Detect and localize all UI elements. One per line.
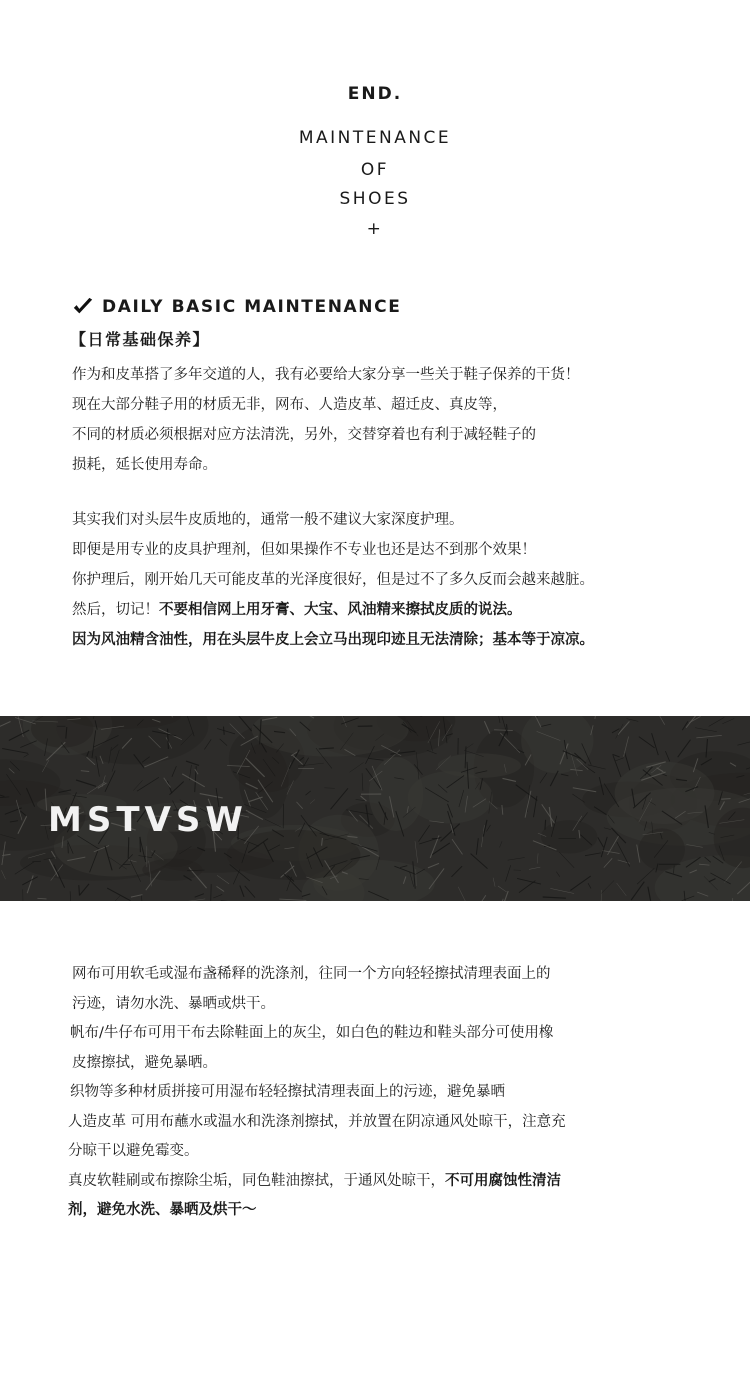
advice-line: 你护理后，刚开始几天可能皮革的光泽度很好，但是过不了多久反而会越来越脏。 — [72, 572, 594, 588]
leather-banner — [0, 716, 750, 901]
brand-logo: MSTVSW — [48, 800, 248, 840]
care-line-mixed — [68, 1167, 566, 1197]
section-title: DAILY BASIC MAINTENANCE — [102, 297, 402, 317]
subtitle-of: OF — [360, 160, 390, 180]
intro-line: 作为和皮革搭了多年交道的人，我有必要给大家分享一些关于鞋子保养的干货！ — [72, 367, 580, 383]
section-cn-title: 【日常基础保养】 — [70, 330, 211, 349]
care-prefix: 真皮软鞋刷或布擦除尘垢，同色鞋油擦拭，于通风处晾干， — [68, 1172, 445, 1189]
advice-line: 其实我们对头层牛皮质地的，通常一般不建议大家深度护理。 — [72, 512, 464, 528]
plus-sign: + — [366, 219, 384, 239]
intro-line: 损耗，延长使用寿命。 — [72, 457, 217, 473]
care-line: 人造皮革 可用布蘸水或温水和洗涤剂擦拭，并放置在阴凉通风处晾干，注意充 — [68, 1113, 566, 1130]
intro-line: 不同的材质必须根据对应方法清洗，另外，交替穿着也有利于减轻鞋子的 — [72, 427, 536, 443]
care-paragraph — [68, 960, 566, 1226]
care-line-bold: 剂，避免水洗、暴晒及烘干～ — [68, 1202, 257, 1218]
care-line: 皮擦擦拭，避免暴晒。 — [72, 1054, 217, 1071]
end-title: END. — [347, 84, 403, 104]
advice-warning-bold: 不要相信网上用牙膏、大宝、风油精来擦拭皮质的说法。 — [159, 602, 522, 618]
advice-line-warning — [72, 595, 594, 625]
advice-paragraph — [72, 505, 594, 655]
care-line: 网布可用软毛或湿布盏稀释的洗涤剂，往同一个方向轻轻擦拭清理表面上的 — [72, 966, 551, 982]
care-bold: 不可用腐蚀性清洁 — [445, 1172, 561, 1189]
care-line: 分晾干以避免霉变。 — [68, 1143, 199, 1159]
subtitle-shoes: SHOES — [339, 189, 411, 209]
intro-line: 现在大部分鞋子用的材质无非，网布、人造皮革、超迁皮、真皮等， — [72, 397, 507, 413]
subtitle-maintenance: MAINTENANCE — [298, 128, 452, 148]
advice-line: 即便是用专业的皮具护理剂，但如果操作不专业也还是达不到那个效果！ — [72, 542, 536, 558]
care-line: 织物等多种材质拼接可用湿布轻轻擦拭清理表面上的污迹，避免暴晒 — [70, 1084, 505, 1100]
care-line: 污迹，请勿水洗、暴晒或烘干。 — [72, 995, 275, 1012]
checkmark-icon — [72, 296, 94, 318]
care-line: 帆布/牛仔布可用干布去除鞋面上的灰尘，如白色的鞋边和鞋头部分可使用橡 — [70, 1025, 554, 1041]
section-heading — [72, 296, 401, 318]
intro-paragraph — [72, 360, 580, 480]
advice-line-bold: 因为风油精含油性，用在头层牛皮上会立马出现印迹且无法清除；基本等于凉凉。 — [72, 632, 594, 648]
advice-prefix: 然后，切记！ — [72, 602, 159, 618]
